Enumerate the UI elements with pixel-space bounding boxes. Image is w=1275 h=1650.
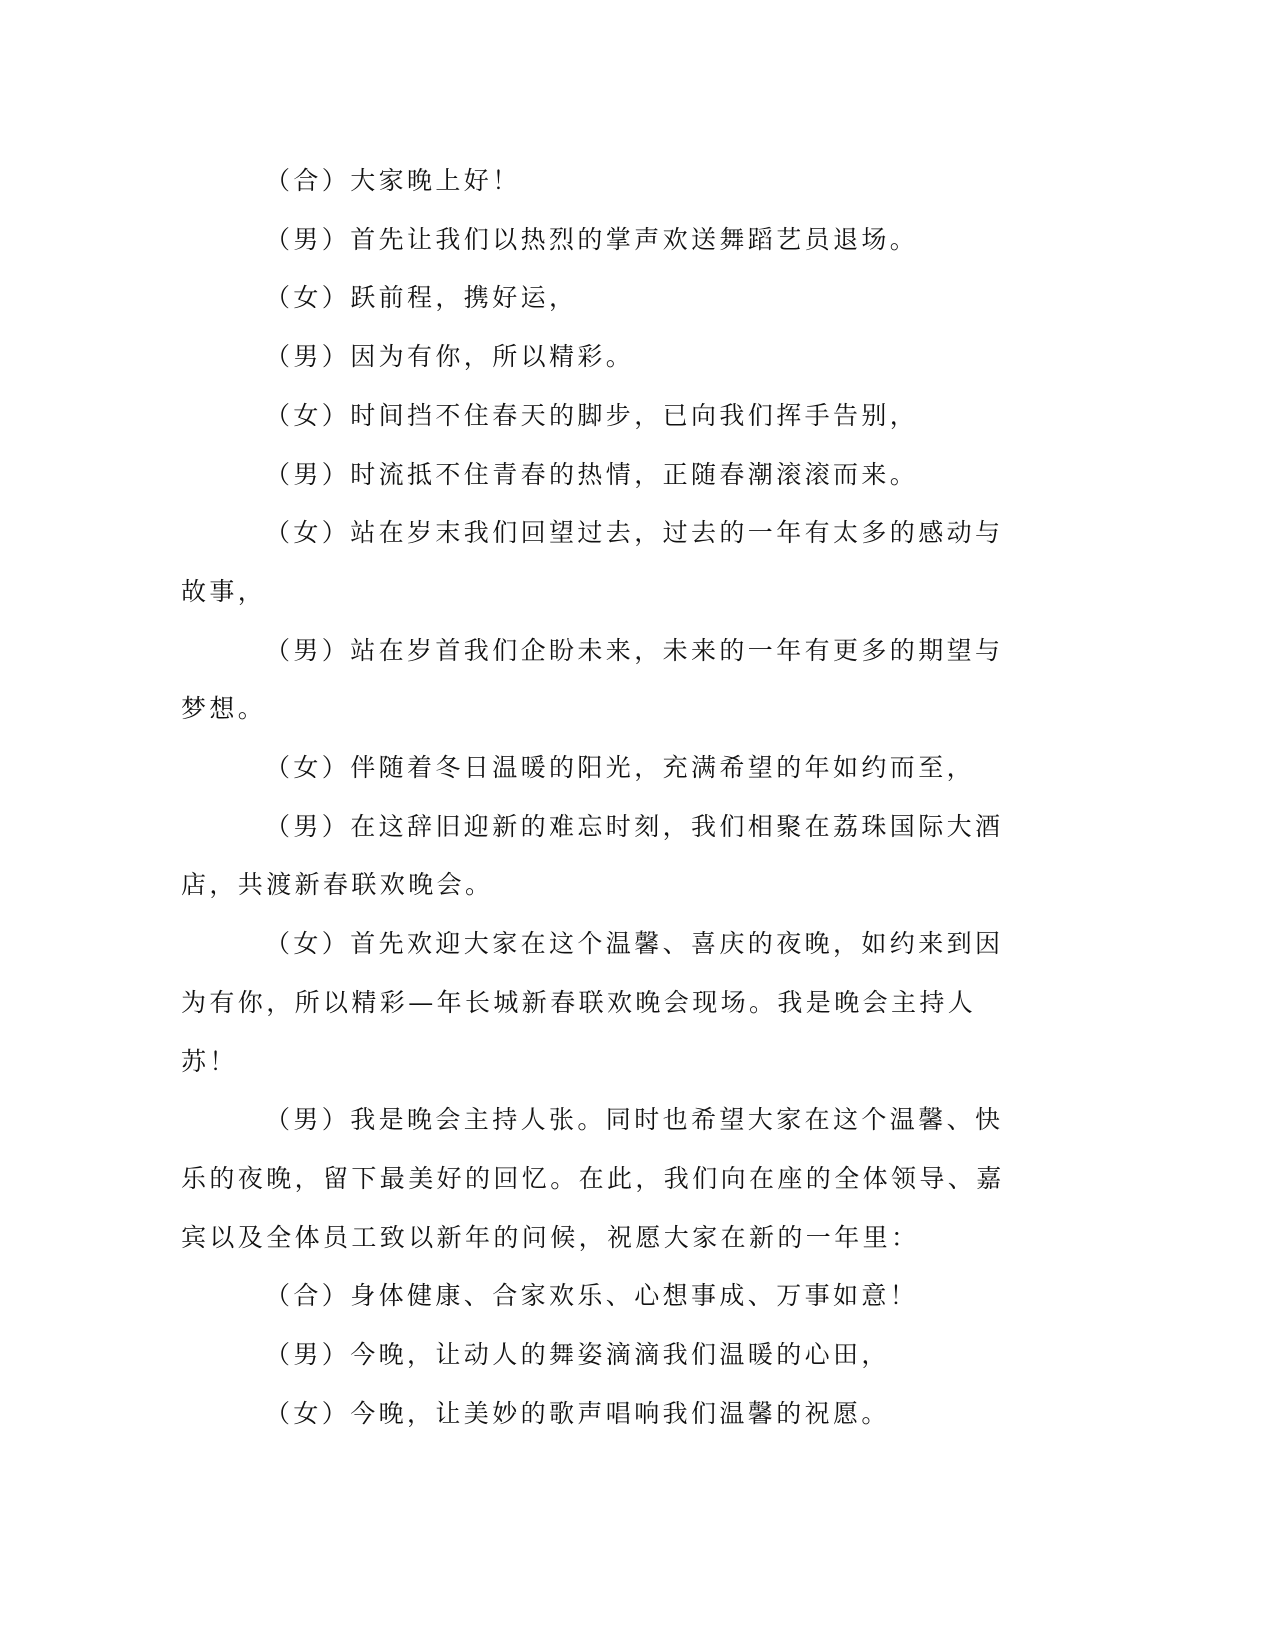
paragraph: （男）今晚，让动人的舞姿滴滴我们温暖的心田， xyxy=(265,1340,890,1370)
paragraph: （男）首先让我们以热烈的掌声欢送舞蹈艺员退场。 xyxy=(265,224,919,254)
paragraph: （男）因为有你，所以精彩。 xyxy=(265,342,635,372)
paragraph: （女）跃前程，携好运， xyxy=(265,283,578,313)
paragraph: （男）我是晚会主持人张。同时也希望大家在这个温馨、快乐的夜晚，留下最美好的回忆。在此，我们向在座的全体领导、嘉宾以及全体员工致以新年的问候，祝愿大家在新的一年里： xyxy=(181,1105,1005,1252)
paragraph: （女）首先欢迎大家在这个温馨、喜庆的夜晚，如约来到因为有你，所以精彩—年长城新春联欢晚会现场。我是晚会主持人苏！ xyxy=(181,929,1004,1076)
paragraph: （女）今晚，让美妙的歌声唱响我们温馨的祝愿。 xyxy=(265,1398,890,1428)
document-body xyxy=(181,152,1031,1443)
paragraph: （男）时流抵不住青春的热情，正随春潮滚滚而来。 xyxy=(265,459,919,489)
paragraph: （男）站在岁首我们企盼未来，未来的一年有更多的期望与梦想。 xyxy=(181,635,1004,724)
paragraph: （女）站在岁末我们回望过去，过去的一年有太多的感动与故事， xyxy=(181,518,1004,606)
paragraph: （合）身体健康、合家欢乐、心想事成、万事如意！ xyxy=(265,1281,919,1311)
paragraph: （合）大家晚上好！ xyxy=(265,166,521,195)
paragraph: （女）伴随着冬日温暖的阳光，充满希望的年如约而至， xyxy=(265,753,976,783)
paragraph: （女）时间挡不住春天的脚步，已向我们挥手告别， xyxy=(265,400,919,430)
paragraph: （男）在这辞旧迎新的难忘时刻，我们相聚在荔珠国际大酒店，共渡新春联欢晚会。 xyxy=(181,811,1004,900)
